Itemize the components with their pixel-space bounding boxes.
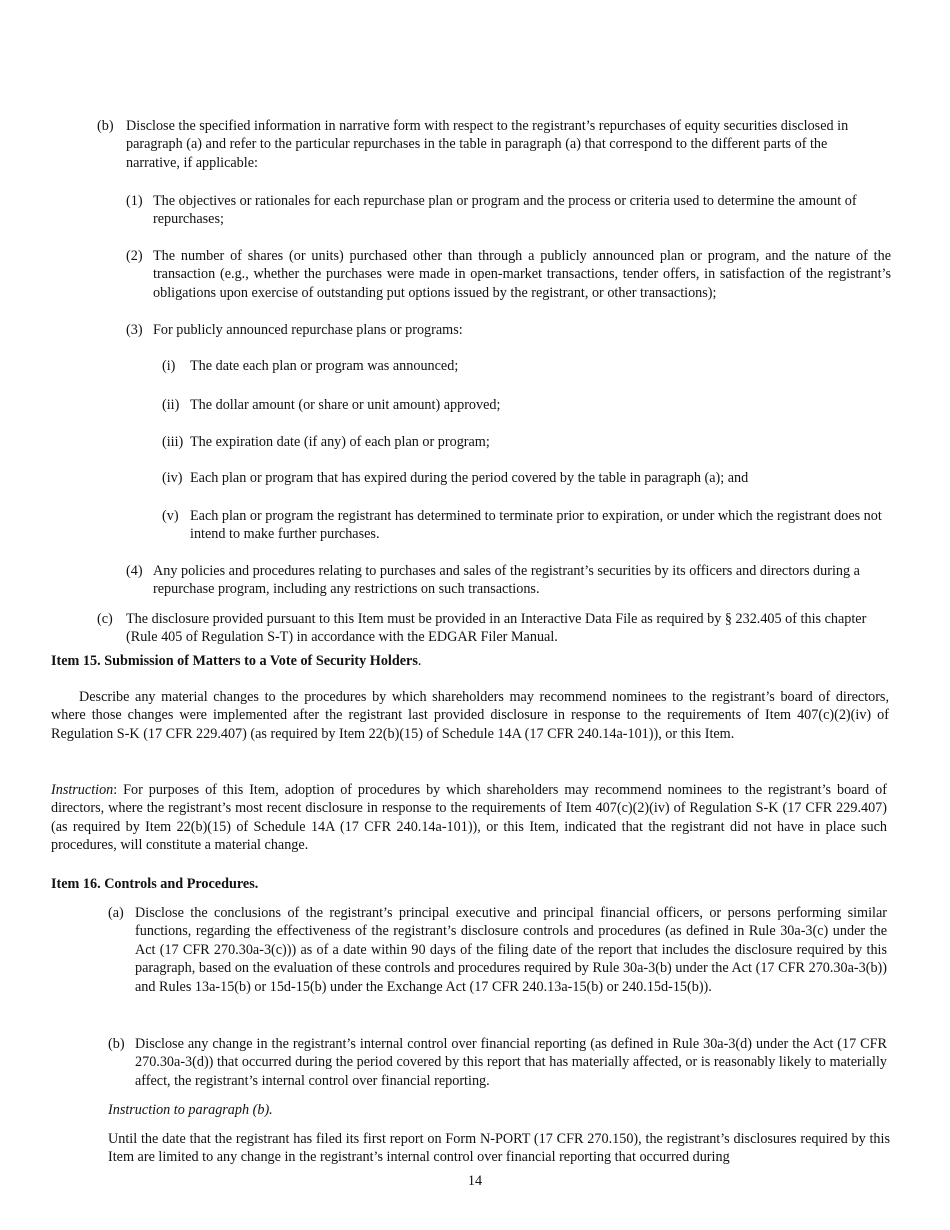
item14-b-2-text: The number of shares (or units) purchased other than through a publicly announced plan or program, and the nature of the transaction (e.g., whether the purchases were made in open-market transactions, tender offers, in satisfaction of the registrant’s obligations upon exercise of outstanding put options issued by the registrant, or other transactions); <box>153 248 891 301</box>
item14-b-3-text: For publicly announced repurchase plans or programs: <box>153 322 463 338</box>
item14-c-text: The disclosure provided pursuant to this Item must be provided in an Interactive Data File as required by § 232.405 of this chapter (Rule 405 of Regulation S-T) in accordance with the EDGAR Filer Manual. <box>126 611 867 646</box>
item16-instruction-heading: Instruction to paragraph (b). <box>108 1102 273 1118</box>
item14-b-3-v-text: Each plan or program the registrant has determined to terminate prior to expiration, or under which the registrant does not intend to make further purchases. <box>190 508 882 543</box>
item16-instruction-text: Until the date that the registrant has filed its first report on Form N-PORT (17 CFR 270.150), the registrant’s disclosures required by this Item are limited to any change in the registrant’s internal control over financial reporting that occurred during <box>108 1131 890 1166</box>
item15-instruction <box>51 781 887 855</box>
item14-b-1-text: The objectives or rationales for each repurchase plan or program and the process or criteria used to determine the amount of repurchases; <box>153 193 857 228</box>
item16-b-text: Disclose any change in the registrant’s internal control over financial reporting (as defined in Rule 30a-3(d) under the Act (17 CFR 270.30a-3(d)) that occurred during the period covered by this report that has materially affected, or is reasonably likely to materially affect, the registrant’s internal control over financial reporting. <box>135 1036 887 1089</box>
item14-c-label: (c) <box>97 611 113 627</box>
item16-heading: Item 16. Controls and Procedures. <box>51 876 259 892</box>
item16-a-text: Disclose the conclusions of the registrant’s principal executive and principal financial officers, or persons performing similar functions, regarding the effectiveness of the registrant’s disclosure controls and procedures (as defined in Rule 30a-3(c) under the Act (17 CFR 270.30a-3(c))) as of a date within 90 days of the filing date of the report that includes the disclosure required by this paragraph, based on the evaluation of these controls and procedures required by Rule 30a-3(b) under the Act (17 CFR 270.30a-3(b)) and Rules 13a-15(b) or 15d-15(b) under the Exchange Act (17 CFR 240.13a-15(b) or 240.15d-15(b)). <box>135 905 887 995</box>
item15-instruction-text: : For purposes of this Item, adoption of procedures by which shareholders may recommend nominees to the registrant’s board of directors, where the registrant’s most recent disclosure in response to the requirements of Item 407(c)(2)(iv) of Regulation S-K (17 CFR 229.407) (as required by Item 22(b)(15) of Schedule 14A (17 CFR 240.14a-101)), or this Item, indicated that the registrant did not have in place such procedures, will constitute a material change. <box>51 782 887 854</box>
item15-instruction-label: Instruction <box>51 782 114 798</box>
item14-b-3-ii-label: (ii) <box>162 397 180 413</box>
item14-b-3-i-label: (i) <box>162 358 176 374</box>
item14-b-3-iii-label: (iii) <box>162 434 184 450</box>
item14-b-4-text: Any policies and procedures relating to purchases and sales of the registrant’s securities by its officers and directors during a repurchase program, including any restrictions on such transactions. <box>153 563 860 598</box>
item14-b-label: (b) <box>97 118 114 134</box>
item14-b-1-label: (1) <box>126 193 143 209</box>
item15-heading <box>51 652 891 670</box>
page-number: 14 <box>467 1173 483 1189</box>
item14-b-3-iv-label: (iv) <box>162 470 183 486</box>
item14-b-3-ii-text: The dollar amount (or share or unit amount) approved; <box>190 397 501 413</box>
item15-heading-text: Item 15. Submission of Matters to a Vote of Security Holders <box>51 653 418 669</box>
item14-b-3-iv-text: Each plan or program that has expired during the period covered by the table in paragraph (a); and <box>190 470 749 486</box>
item14-b-4-label: (4) <box>126 563 143 579</box>
item14-b-text: Disclose the specified information in narrative form with respect to the registrant’s repurchases of equity securities disclosed in paragraph (a) and refer to the particular repurchases in the table in paragraph (a) that correspond to the different parts of the narrative, if applicable: <box>126 118 849 171</box>
item15-paragraph: Describe any material changes to the procedures by which shareholders may recommend nominees to the registrant’s board of directors, where those changes were implemented after the registrant last provided disclosure in response to the requirements of Item 407(c)(2)(iv) of Regulation S-K (17 CFR 229.407) (as required by Item 22(b)(15) of Schedule 14A (17 CFR 240.14a-101)), or this Item. <box>51 689 889 742</box>
item14-b-3-iii-text: The expiration date (if any) of each plan or program; <box>190 434 490 450</box>
item16-a-label: (a) <box>108 905 124 921</box>
item15-heading-period: . <box>417 653 422 669</box>
item16-b-label: (b) <box>108 1036 125 1052</box>
item14-b-3-label: (3) <box>126 322 143 338</box>
item14-b-2-label: (2) <box>126 248 143 264</box>
item14-b-3-v-label: (v) <box>162 508 179 524</box>
item14-b-3-i-text: The date each plan or program was announced; <box>190 358 459 374</box>
